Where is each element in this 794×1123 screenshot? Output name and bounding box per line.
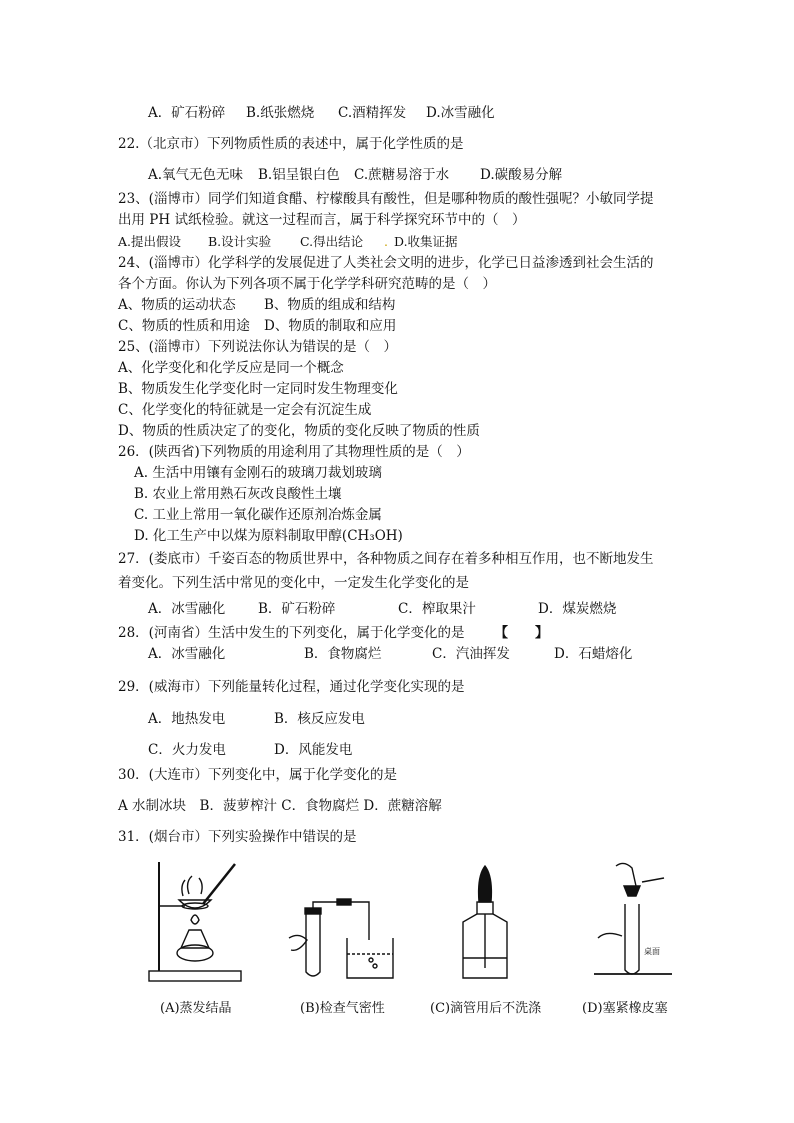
glass-rod [203,864,235,904]
q24-option-d: D、物质的制取和应用 [264,318,397,334]
q22-options [148,165,562,185]
test-tube [625,904,639,974]
q29-option-c: C．火力发电 [148,742,226,758]
hand-side [598,933,622,938]
q27-option-b: B．矿石粉碎 [258,601,336,617]
caption-a: (A)蒸发结晶 [160,1001,232,1016]
q26-option-a: A. 生活中用镶有金刚石的玻璃刀裁划玻璃 [134,465,382,481]
q21-options [148,103,495,123]
q21-option-c: C.酒精挥发 [338,105,407,121]
figure-airtightness [285,880,400,985]
bubble [369,958,373,962]
rubber-bulb [479,866,492,902]
q24-option-a: A、物质的运动状态 [118,297,236,313]
q25-stem: 25、(淄博市）下列说法你认为错误的是（ ） [118,339,397,355]
q22-option-b: B.铝呈银白色 [258,167,340,183]
stand-base [149,971,241,981]
q26-option-b: B. 农业上常用熟石灰改良酸性土壤 [134,486,342,502]
q24-option-c: C、物质的性质和用途 [118,318,250,334]
q21-option-d: D.冰雪融化 [426,105,495,121]
bottle-neck [477,902,493,914]
bubble [373,964,377,968]
q23-option-c: C.得出结论 [300,234,364,249]
q23-dot: . [384,234,388,249]
q27-option-a: A．冰雪融化 [148,601,226,617]
hand [289,935,307,950]
rubber-joint [337,899,351,905]
q25-option-a: A、化学变化和化学反应是同一个概念 [118,360,344,376]
q27-options [148,599,616,619]
q24-options-row2 [118,316,396,336]
q22-stem: 22.（北京市）下列物质性质的表述中，属于化学性质的是 [118,136,464,152]
q21-option-b: B.纸张燃烧 [246,105,315,121]
q28-stem-row [118,623,548,643]
q28-option-c: C．汽油挥发 [432,646,510,662]
test-tube [306,914,320,976]
caption-d: (D)塞紧橡皮塞 [582,1001,668,1016]
q29-option-a: A．地热发电 [148,711,226,727]
q29-options-row1 [148,709,365,729]
q23-stem-line1: 23、(淄博市）同学们知道食醋、柠檬酸具有酸性，但是哪种物质的酸性强呢？小敏同学提 [118,191,654,207]
q26-option-c: C. 工业上常用一氧化碳作还原剂冶炼金属 [134,507,382,523]
q26-stem: 26．(陕西省)下列物质的用途利用了其物理性质的是（ ） [118,444,470,460]
q22-option-a: A.氧气无色无味 [148,167,244,183]
stopper [305,908,321,914]
q27-option-d: D．煤炭燃烧 [538,601,617,617]
figure-evaporation [145,858,245,983]
caption-c: (C)滴管用后不洗涤 [430,1001,542,1016]
q31-stem: 31．(烟台市）下列实验操作中错误的是 [118,829,357,845]
q27-stem-line2: 着变化。下列生活中常见的变化中，一定发生化学变化的是 [118,575,469,591]
q25-option-b: B、物质发生化学变化时一定同时发生物理变化 [118,381,398,397]
figure-dropper-bottle [455,862,515,982]
q28-options [148,644,632,664]
q30-options: A 水制冰块 B．菠萝榨汁 C．食物腐烂 D．蔗糖溶解 [118,798,442,814]
q24-stem-line1: 24、(淄博市）化学科学的发展促进了人类社会文明的进步，化学已日益渗透到社会生活的 [118,255,654,271]
glass-tube [642,878,664,882]
q23-options [118,232,458,252]
caption-b: (B)检查气密性 [300,1001,385,1016]
q29-option-b: B．核反应发电 [274,711,365,727]
q28-option-d: D．石蜡熔化 [554,646,633,662]
q23-option-d: D.收集证据 [394,234,458,249]
q29-option-d: D．风能发电 [274,742,353,758]
figure-stopper-press [594,862,674,984]
q22-option-c: C.蔗糖易溶于水 [354,167,450,183]
q22-option-d: D.碳酸易分解 [480,167,563,183]
q26-option-d: D. 化工生产中以煤为原料制取甲醇(CH₃OH) [134,528,403,544]
flame [191,915,199,924]
q23-option-a: A.提出假设 [118,234,182,249]
q29-options-row2 [148,740,352,760]
q27-stem-line1: 27．(娄底市）千姿百态的物质世界中，各种物质之间存在着多种相互作用，也不断地发生 [118,551,654,567]
q21-option-a: A．矿石粉碎 [148,105,226,121]
q28-option-b: B．食物腐烂 [304,646,382,662]
q29-stem: 29．(威海市）下列能量转化过程，通过化学变化实现的是 [118,679,465,695]
q25-option-d: D、物质的性质决定了的变化，物质的变化反映了物质的性质 [118,423,480,439]
q25-option-c: C、化学变化的特征就是一定会有沉淀生成 [118,402,372,418]
q23-option-b: B.设计实验 [208,234,272,249]
hand-top [616,863,636,886]
q28-option-a: A．冰雪融化 [148,646,226,662]
rubber-stopper [624,886,640,896]
steam-lines [182,876,202,896]
q24-options-row1 [118,295,395,315]
q23-stem-line2: 出用 PH 试纸检验。就这一过程而言，属于科学探究环节中的（ ） [118,212,526,228]
q28-stem: 28．(河南省）生活中发生的下列变化，属于化学变化的是 [118,625,465,641]
q27-option-c: C．榨取果汁 [398,601,476,617]
q24-option-b: B、物质的组成和结构 [264,297,396,313]
q28-bracket: 【 】 [494,625,549,641]
q24-stem-line2: 各个方面。你认为下列各项不属于化学学科研究范畴的是（ ） [118,276,496,292]
tabletop-label: 桌面 [644,947,660,956]
q30-stem: 30．(大连市）下列变化中，属于化学变化的是 [118,767,397,783]
